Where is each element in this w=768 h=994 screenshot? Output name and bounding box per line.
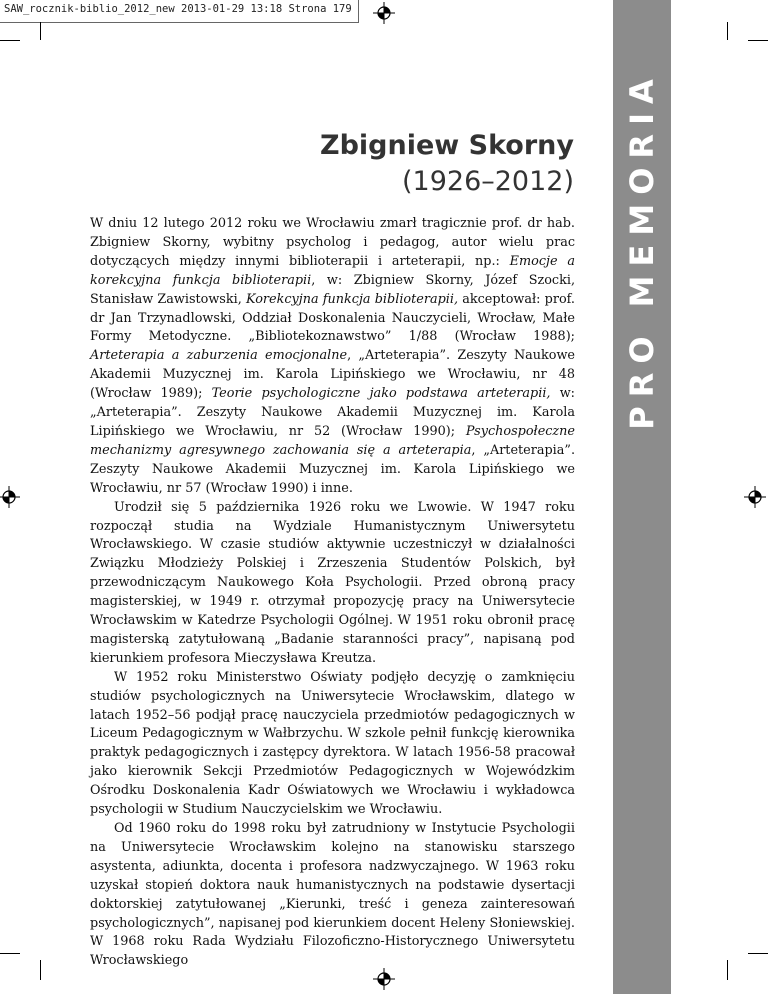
text-run: , „Arteterapia”. Zeszyty Naukowe Akademii Muzycznej im. Karola Lipińskiego we Wrocławiu, nr 48 (Wrocław 1989); bbox=[90, 348, 576, 402]
article-heading bbox=[320, 128, 574, 200]
crop-mark-bottom-left-v bbox=[40, 960, 41, 980]
section-sidebar-label-wrap bbox=[613, 0, 671, 994]
text-run: w: „Arteterapia”. Zeszyty Naukowe Akademii Muzycznej im. Karola Lipińskiego we Wrocławiu, nr 52 (Wrocław 1990); bbox=[90, 386, 575, 439]
text-run: , w: Zbigniew Skorny, Józef Szocki, Stanisław Zawistowski, bbox=[90, 272, 576, 307]
registration-mark-top-icon bbox=[373, 2, 395, 24]
registration-mark-right-icon bbox=[744, 486, 766, 508]
crop-mark-top-right bbox=[748, 40, 768, 41]
section-label: PRO MEMORIA bbox=[623, 70, 661, 430]
text-run: Urodził się 5 października 1926 roku we Lwowie. W 1947 roku rozpoczął studia na Wydziale Humanistycznym Uniwersytetu Wrocławskiego. W czasie studiów aktywnie uczestniczył w działalności Związku Młodzieży Polskiej i Zrzeszenia Studentów Polskich, był przewodniczącym Naukowego Koła Psychologii. Przed obroną pracy magisterskiej, w 1949 r. otrzymał propozycję pracy na Uniwersytecie Wrocławskim w Katedrze Psychologii Ogólnej. W 1951 roku obronił pracę magisterską zatytułowaną „Badanie staranności pracy”, napisaną pod kierunkiem profesora Mieczysława Kreutza. bbox=[90, 499, 575, 666]
registration-mark-bottom-icon bbox=[373, 968, 395, 990]
crop-mark-bottom-right-v bbox=[727, 960, 728, 980]
paragraph bbox=[90, 215, 575, 499]
crop-mark-top-left bbox=[0, 40, 20, 41]
registration-mark-left-icon bbox=[0, 486, 20, 508]
text-run: akceptował: prof. dr Jan Trzynadlowski, Oddział Doskonalenia Nauczycieli, Wrocław, Małe Formy Metodyczne. „Bibliotekoznawstwo” 1/88 (Wrocław 1988); bbox=[90, 291, 576, 345]
text-run: W dniu 12 lutego 2012 roku we Wrocławiu zmarł tragicznie prof. dr hab. Zbigniew Skorny, wybitny psycholog i pedagog, autor wielu prac dotyczących między innymi biblioterapii i arteterapii, np.: bbox=[90, 216, 575, 269]
text-run: W 1952 roku Ministerstwo Oświaty podjęło decyzję o zamknięciu studiów psychologicznych na Uniwersytecie Wrocławskim, dlatego w latach 1952–56 podjął pracę nauczyciela przedmiotów pedagogicznych w Liceum Pedagogicznym w Wałbrzychu. W szkole pełnił funkcję kierownika praktyk pedagogicznych i zastępcy dyrektora. W latach 1956-58 pracował jako kierownik Sekcji Przedmiotów Pedagogicznych w Wojewódzkim Ośrodku Doskonalenia Kadr Oświatowych we Wrocławiu i wykładowca psychologii w Studium Nauczycielskim we Wrocławiu. bbox=[90, 669, 575, 818]
cited-title: Psychospołeczne mechanizmy agresywnego zachowania się a arteterapia bbox=[90, 423, 575, 458]
text-run: , „Arteterapia”. Zeszyty Naukowe Akademii Muzycznej im. Karola Lipińskiego we Wrocławiu, nr 57 (Wrocław 1990) i inne. bbox=[90, 442, 576, 496]
article-body bbox=[90, 215, 575, 971]
paragraph bbox=[90, 499, 575, 669]
paragraph bbox=[90, 669, 575, 820]
cited-title: Arteterapia a zaburzenia emocjonalne bbox=[90, 348, 348, 364]
print-slug: SAW_rocznik-biblio_2012_new 2013-01-29 13:18 Strona 179 bbox=[0, 0, 359, 23]
life-years: (1926–2012) bbox=[402, 166, 574, 197]
paragraph bbox=[90, 820, 575, 971]
cited-title: Teorie psychologiczne jako podstawa arteterapii, bbox=[211, 386, 551, 402]
cited-title: Korekcyjna funkcja biblioterapii, bbox=[246, 291, 459, 307]
crop-mark-top-left-v bbox=[40, 22, 41, 40]
text-run: Od 1960 roku do 1998 roku był zatrudniony w Instytucie Psychologii na Uniwersytecie Wrocławskim kolejno na stanowisku starszego asystenta, adiunkta, docenta i profesora nadzwyczajnego. W 1963 roku uzyskał stopień doktora nauk humanistycznych na podstawie dysertacji doktorskiej zatytułowanej „Kierunki, treść i geneza zainteresowań psychologicznych”, napisanej pod kierunkiem docent Heleny Słoniewskiej. W 1968 roku Rada Wydziału Filozoficzno-Historycznego Uniwersytetu Wrocławskiego bbox=[90, 821, 575, 969]
crop-mark-top-right-v bbox=[727, 22, 728, 40]
crop-mark-bottom-left bbox=[0, 953, 20, 954]
person-name: Zbigniew Skorny bbox=[320, 130, 574, 161]
cited-title: Emocje a korekcyjna funkcja biblioterapii bbox=[90, 253, 575, 288]
crop-mark-bottom-right bbox=[748, 953, 768, 954]
